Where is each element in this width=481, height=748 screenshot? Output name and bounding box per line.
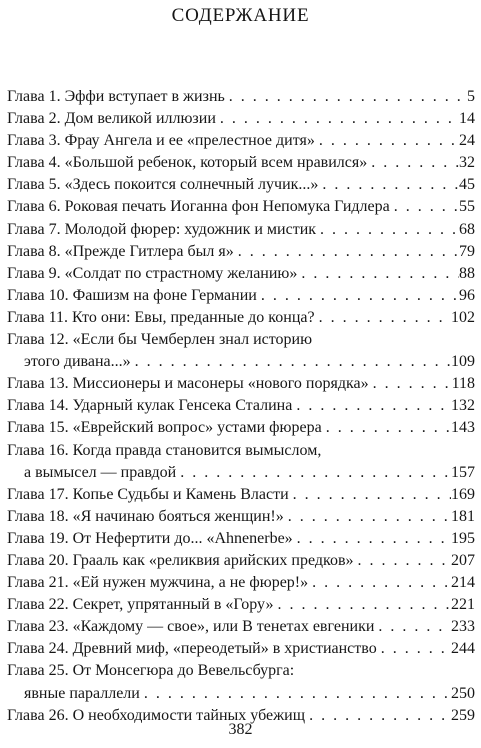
toc-entry-page: 14 bbox=[459, 110, 475, 128]
toc-entry-page: 207 bbox=[451, 551, 475, 569]
toc-entry bbox=[7, 373, 475, 395]
toc-entry-page: 79 bbox=[459, 242, 475, 260]
toc-entry-page: 55 bbox=[459, 198, 475, 216]
dot-leader bbox=[225, 86, 467, 108]
dot-leader bbox=[176, 462, 451, 484]
toc-entry-page: 132 bbox=[451, 397, 475, 415]
toc-entry-title: Глава 13. Миссионеры и масонеры «нового порядка» bbox=[7, 375, 369, 393]
toc-entry-line bbox=[7, 196, 475, 218]
toc-entry bbox=[7, 572, 475, 594]
toc-entry-title: Глава 17. Копье Судьбы и Камень Власти bbox=[7, 485, 289, 503]
toc-entry-title: Глава 24. Древний миф, «переодетый» в христианство bbox=[7, 640, 377, 658]
toc-entry bbox=[7, 307, 475, 329]
toc-entry-title: Глава 1. Эффи вступает в жизнь bbox=[7, 88, 225, 105]
toc-entry bbox=[7, 638, 475, 660]
toc-entry-title: Глава 7. Молодой фюрер: художник и мистик bbox=[7, 220, 317, 238]
toc-entry-title: Глава 12. «Если бы Чемберлен знал историю bbox=[7, 331, 313, 349]
toc-entry bbox=[7, 285, 475, 307]
toc-entry-title: этого дивана...» bbox=[24, 353, 131, 371]
toc-entry-title: Глава 25. От Монсегюра до Вевельсбурга: bbox=[7, 662, 295, 680]
toc-entry-title: явные параллели bbox=[24, 684, 140, 702]
dot-leader bbox=[297, 263, 459, 285]
toc-entry-line bbox=[7, 528, 475, 550]
dot-leader bbox=[234, 241, 459, 263]
toc-entry bbox=[7, 550, 475, 572]
toc-entry-title: Глава 21. «Ей нужен мужчина, а не фюрер!» bbox=[7, 574, 309, 592]
dot-leader bbox=[308, 572, 451, 594]
dot-leader bbox=[131, 351, 451, 373]
toc-entry-page: 221 bbox=[451, 596, 475, 614]
dot-leader bbox=[140, 683, 451, 705]
toc-entry-title: Глава 26. О необходимости тайных убежищ bbox=[7, 706, 306, 724]
dot-leader bbox=[322, 417, 451, 439]
toc-entry bbox=[7, 329, 475, 373]
dot-leader bbox=[292, 395, 451, 417]
table-of-contents bbox=[7, 86, 475, 727]
dot-leader bbox=[315, 307, 451, 329]
toc-entry-line bbox=[7, 506, 475, 528]
toc-entry-title: Глава 2. Дом великой иллюзии bbox=[7, 110, 216, 128]
toc-entry-line bbox=[7, 373, 475, 395]
toc-entry-line bbox=[7, 594, 475, 616]
dot-leader bbox=[284, 506, 451, 528]
toc-entry-line bbox=[7, 395, 475, 417]
toc-entry-title: Глава 9. «Солдат по страстному желанию» bbox=[7, 264, 298, 282]
toc-entry-page: 244 bbox=[451, 640, 475, 658]
toc-entry-title: Глава 16. Когда правда становится вымыслом, bbox=[7, 441, 322, 459]
toc-entry-page: 32 bbox=[459, 154, 475, 172]
toc-entry-line bbox=[7, 484, 475, 506]
toc-entry-title: Глава 8. «Прежде Гитлера был я» bbox=[7, 242, 234, 260]
toc-entry-line bbox=[7, 462, 475, 484]
toc-entry bbox=[7, 395, 475, 417]
toc-entry bbox=[7, 594, 475, 616]
toc-entry bbox=[7, 108, 475, 130]
toc-entry-line bbox=[7, 130, 475, 152]
toc-entry-line bbox=[7, 440, 475, 462]
toc-entry-title: Глава 3. Фрау Ангела и ее «прелестное дитя» bbox=[7, 132, 315, 150]
toc-entry-page: 250 bbox=[451, 684, 475, 702]
toc-entry-page: 109 bbox=[451, 353, 475, 371]
toc-entry-page: 88 bbox=[459, 264, 475, 282]
dot-leader bbox=[390, 196, 459, 218]
dot-leader bbox=[273, 594, 451, 616]
toc-entry-page: 233 bbox=[451, 618, 475, 636]
toc-entry-title: Глава 22. Секрет, упрятанный в «Гору» bbox=[7, 596, 274, 614]
toc-entry-title: Глава 11. Кто они: Евы, преданные до конца? bbox=[7, 308, 315, 326]
toc-entry-page: 143 bbox=[451, 419, 475, 437]
toc-entry bbox=[7, 417, 475, 439]
toc-entry-line bbox=[7, 307, 475, 329]
toc-entry-line bbox=[7, 174, 475, 196]
dot-leader bbox=[257, 285, 459, 307]
dot-leader bbox=[367, 152, 459, 174]
toc-entry-page: 169 bbox=[451, 485, 475, 503]
toc-entry-page: 68 bbox=[459, 220, 475, 238]
toc-entry-line bbox=[7, 417, 475, 439]
toc-entry bbox=[7, 263, 475, 285]
toc-entry-title: Глава 4. «Большой ребенок, который всем нравился» bbox=[7, 154, 368, 172]
toc-entry-page: 5 bbox=[467, 88, 475, 105]
toc-entry-page: 45 bbox=[459, 176, 475, 194]
toc-entry-line bbox=[7, 329, 475, 351]
toc-entry-page: 24 bbox=[459, 132, 475, 150]
toc-entry bbox=[7, 440, 475, 484]
dot-leader bbox=[316, 219, 459, 241]
toc-entry-line bbox=[7, 638, 475, 660]
toc-entry-title: Глава 15. «Еврейский вопрос» устами фюрера bbox=[7, 419, 322, 437]
dot-leader bbox=[377, 638, 451, 660]
toc-entry-line bbox=[7, 572, 475, 594]
toc-entry-line bbox=[7, 550, 475, 572]
toc-entry-line bbox=[7, 152, 475, 174]
toc-entry-page: 102 bbox=[451, 308, 475, 326]
dot-leader bbox=[216, 108, 459, 130]
toc-entry-title: Глава 19. От Нефертити до... «Ahnenerbe» bbox=[7, 529, 293, 547]
toc-entry bbox=[7, 196, 475, 218]
dot-leader bbox=[289, 484, 451, 506]
toc-entry bbox=[7, 219, 475, 241]
toc-entry-page: 181 bbox=[451, 507, 475, 525]
toc-entry-title: Глава 5. «Здесь покоится солнечный лучик...» bbox=[7, 176, 319, 194]
toc-entry bbox=[7, 86, 475, 108]
toc-entry-title: а вымысел — правдой bbox=[24, 463, 177, 481]
toc-entry-line bbox=[7, 108, 475, 130]
toc-entry bbox=[7, 130, 475, 152]
toc-entry-page: 195 bbox=[451, 529, 475, 547]
toc-entry-line bbox=[7, 616, 475, 638]
toc-entry bbox=[7, 484, 475, 506]
toc-entry-line bbox=[7, 263, 475, 285]
dot-leader bbox=[369, 373, 452, 395]
toc-entry bbox=[7, 616, 475, 638]
toc-entry-line bbox=[7, 351, 475, 373]
toc-entry-line bbox=[7, 660, 475, 682]
toc-entry-title: Глава 18. «Я начинаю бояться женщин!» bbox=[7, 507, 284, 525]
toc-entry-title: Глава 23. «Каждому — свое», или В тенетах евгеники bbox=[7, 618, 375, 636]
toc-entry-page: 214 bbox=[451, 574, 475, 592]
page-number: 382 bbox=[228, 721, 253, 738]
toc-entry bbox=[7, 152, 475, 174]
toc-entry-title: Глава 6. Роковая печать Иоганна фон Непомука Гидлера bbox=[7, 198, 390, 216]
toc-entry bbox=[7, 528, 475, 550]
toc-entry-line bbox=[7, 86, 475, 108]
toc-entry-line bbox=[7, 285, 475, 307]
page-title: СОДЕРЖАНИЕ bbox=[171, 5, 310, 26]
dot-leader bbox=[354, 550, 451, 572]
dot-leader bbox=[318, 174, 459, 196]
toc-entry-title: Глава 10. Фашизм на фоне Германии bbox=[7, 286, 257, 304]
toc-entry-line bbox=[7, 241, 475, 263]
toc-entry bbox=[7, 241, 475, 263]
toc-entry-line bbox=[7, 683, 475, 705]
toc-entry bbox=[7, 660, 475, 704]
toc-entry-title: Глава 20. Грааль как «реликвия арийских предков» bbox=[7, 551, 354, 569]
toc-entry bbox=[7, 174, 475, 196]
dot-leader bbox=[293, 528, 451, 550]
toc-entry bbox=[7, 506, 475, 528]
toc-entry-page: 96 bbox=[459, 286, 475, 304]
dot-leader bbox=[315, 130, 459, 152]
toc-entry-page: 157 bbox=[451, 463, 475, 481]
toc-entry-page: 118 bbox=[451, 375, 475, 393]
toc-entry-line bbox=[7, 219, 475, 241]
toc-entry-page: 259 bbox=[451, 706, 475, 724]
dot-leader bbox=[374, 616, 451, 638]
toc-entry-title: Глава 14. Ударный кулак Генсека Сталина bbox=[7, 397, 293, 415]
